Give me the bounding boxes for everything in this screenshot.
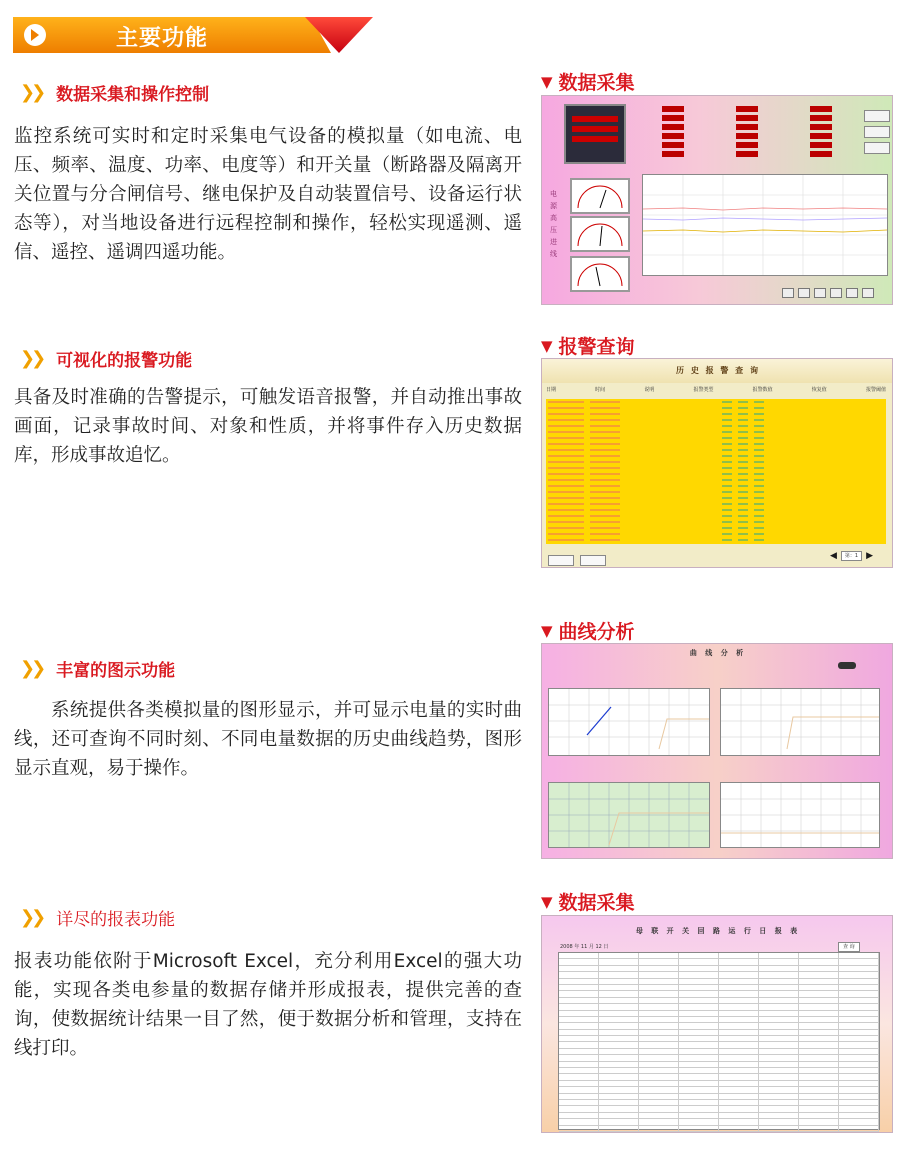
report-table [558,952,880,1130]
reading-cell [718,133,758,139]
alarm-column-header: 恢复值 [811,387,827,393]
alarm-pager [830,551,873,561]
curve-header: 曲 线 分 析 [689,649,747,657]
panel-button[interactable] [864,126,890,138]
section-body-report: 报表功能依附于Microsoft Excel，充分利用Excel的强大功能，实现各类电参量的数据存储并形成报表，提供完善的查询，使数据统计结果一目了然，便于数据分析和管理，支持在线打印。 [14,951,522,1059]
panel-button[interactable] [864,110,890,122]
section-heading-data-collection [20,80,209,105]
chevron-icon: ❯❯ [20,82,43,103]
screenshot-title-alarm-query [541,332,635,359]
reading-cell [792,151,832,157]
curve-chart-2 [720,688,880,756]
reading-cell [644,133,684,139]
section-body-alarm: 具备及时准确的告警提示，可触发语音报警，并自动推出事故画面，记录事故时间、对象和性质，并将事件存入历史数据库，形成事故追忆。 [14,387,522,466]
section-heading-text: 可视化的报警功能 [56,351,193,371]
section-heading-graphics [20,656,175,681]
reading-cell [792,115,832,121]
reading-cell [644,106,684,112]
chevron-icon: ❯❯ [20,907,43,928]
triangle-down-icon: ▼ [541,621,553,640]
reading-cell [644,151,684,157]
alarm-button[interactable] [580,555,606,566]
reading-cell [718,106,758,112]
section-heading-text: 丰富的图示功能 [56,661,176,681]
screenshot-curve-analysis [541,643,893,859]
section-heading-alarm [20,346,192,371]
alarm-button[interactable] [548,555,574,566]
screenshot-title-text: 数据采集 [558,72,635,94]
report-header: 母 联 开 关 回 路 运 行 日 报 表 [635,927,801,935]
reading-cell [792,106,832,112]
report-query-button[interactable]: 查 询 [838,942,860,952]
banner-title: 主要功能 [116,26,209,51]
nav-button[interactable] [782,288,794,298]
pager-prev-icon[interactable]: ◀ [830,551,837,561]
reading-cell [718,115,758,121]
reading-cell [718,151,758,157]
curve-chart-3 [548,782,710,848]
alarm-column-header: 报警阈值 [865,387,886,393]
screenshot-title-report [541,888,635,915]
reading-cell [644,115,684,121]
nav-button[interactable] [798,288,810,298]
report-date: 2008 年 11 月 12 日 [560,944,609,950]
section-body-graphics: 系统提供各类模拟量的图形显示，并可显示电量的实时曲线，还可查询不同时刻、不同电量数据的历史曲线趋势，图形显示直观，易于操作。 [14,700,522,779]
alarm-header: 历 史 报 警 查 询 [542,359,893,383]
chevron-icon: ❯❯ [20,658,43,679]
reading-cell [792,142,832,148]
trend-chart-svg [643,175,887,275]
chart-nav-controls [782,288,874,298]
alarm-column-header: 日期 [546,387,557,393]
alarm-column-header: 说明 [644,387,655,393]
side-label: 电源高压进线 [550,190,557,258]
nav-button[interactable] [846,288,858,298]
screenshot-title-text: 数据采集 [558,892,635,914]
alarm-column-header: 报警数值 [752,387,773,393]
readings-grid [644,106,864,164]
screenshot-data-collection [541,95,893,305]
panel-button[interactable] [864,142,890,154]
gauge-image [570,178,630,214]
reading-cell [792,133,832,139]
reading-cell [644,142,684,148]
gauge-image [570,216,630,252]
nav-button[interactable] [830,288,842,298]
pager-next-icon[interactable]: ▶ [866,551,874,561]
curve-chart-4 [720,782,880,848]
screenshot-title-data-collection [541,68,635,95]
trend-chart [642,174,888,276]
section-body-data-collection: 监控系统可实时和定时采集电气设备的模拟量（如电流、电压、频率、温度、功率、电度等）和开关量（断路器及隔离开关位置与分合闸信号、继电保护及自动装置信号、设备运行状态等），对当地设备进行远程控制和操作，轻松实现遥测、遥信、遥控、遥调四遥功能。 [14,126,522,263]
curve-toggle-button[interactable] [838,662,856,669]
pager-page: 第：1 [841,551,862,561]
reading-cell [792,124,832,130]
alarm-row [546,537,886,543]
section-heading-text: 详尽的报表功能 [56,910,176,930]
alarm-column-header: 报警类型 [693,387,714,393]
nav-button[interactable] [862,288,874,298]
section-heading-text: 数据采集和操作控制 [56,85,210,105]
reading-cell [718,124,758,130]
section-heading-report [20,905,175,930]
report-row [559,1132,879,1133]
screenshot-title-curve-analysis [541,617,635,644]
triangle-down-icon: ▼ [541,892,553,911]
alarm-table [546,399,886,544]
screenshot-title-text: 曲线分析 [558,621,635,643]
chevron-icon: ❯❯ [20,348,43,369]
screenshot-alarm-query [541,358,893,568]
gauge-image [570,256,630,292]
reading-cell [718,142,758,148]
nav-button[interactable] [814,288,826,298]
triangle-down-icon: ▼ [541,336,553,355]
screenshot-title-text: 报警查询 [558,336,635,358]
section-banner [13,15,373,53]
reading-cell [644,124,684,130]
alarm-column-header: 时间 [595,387,606,393]
alarm-column-headers [546,387,886,397]
screenshot-report [541,915,893,1133]
triangle-down-icon: ▼ [541,72,553,91]
curve-chart-1 [548,688,710,756]
meter-device-image [564,104,626,164]
